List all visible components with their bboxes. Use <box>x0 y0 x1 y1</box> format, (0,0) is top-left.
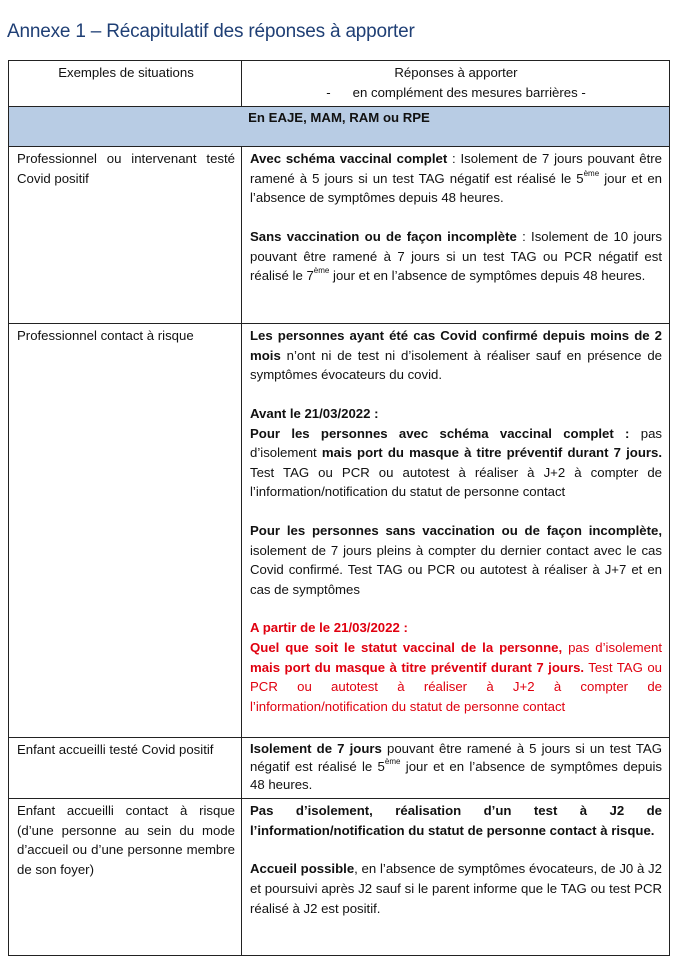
table-row <box>9 147 670 324</box>
response-paragraph: Accueil possible, en l’absence de symptômes évocateurs, de J0 à J2 et poursuivi après J2 sauf si le parent informe que le TAG ou test PCR réalisé à J2 est positif. <box>250 861 662 916</box>
header-responses-subtitle: - en complément des mesures barrières - <box>326 84 586 100</box>
header-responses <box>242 61 669 106</box>
situation-cell: Enfant accueilli testé Covid positif <box>17 742 214 758</box>
response-paragraph: Avec schéma vaccinal complet : Isolement de 7 jours pouvant être ramené à 5 jours si un test TAG négatif est réalisé le 5ème jour et en l’absence de symptômes depuis 48 heures. <box>250 151 662 206</box>
response-paragraph: Pour les personnes avec schéma vaccinal complet : pas d’isolement mais port du masque à titre préventif durant 7 jours. Test TAG ou PCR ou autotest à réaliser à J+2 à compter de l’information/notification du statut de personne contact <box>250 425 662 500</box>
page-title: Annexe 1 – Récapitulatif des réponses à apporter <box>7 21 415 42</box>
section-row <box>9 107 670 147</box>
response-cell <box>242 799 669 922</box>
header-situations: Exemples de situations <box>58 65 194 80</box>
response-paragraph: Isolement de 7 jours pouvant être ramené à 5 jours si un test TAG négatif est réalisé le 5ème jour et en l’absence de symptômes depuis 48 heures. <box>250 741 662 793</box>
header-responses-title: Réponses à apporter <box>394 65 518 80</box>
response-paragraph: Pour les personnes sans vaccination ou de façon incomplète, isolement de 7 jours pleins à compter du dernier contact avec le cas Covid confirmé. Test TAG ou PCR ou autotest à réaliser à J+7 et en cas de symptômes <box>250 522 662 597</box>
response-paragraph: Sans vaccination ou de façon incomplète : Isolement de 10 jours pouvant être ramené à 7 jours si un test TAG ou PCR négatif est réalisé le 7ème jour et en l’absence de symptômes depuis 48 heures. <box>250 228 663 284</box>
response-paragraph: Quel que soit le statut vaccinal de la personne, pas d’isolement mais port du masque à titre préventif durant 7 jours. Test TAG ou PCR ou autotest à réaliser à J+2 à compter de l’information/notification du statut de personne contact <box>250 639 663 714</box>
table-row <box>9 738 670 799</box>
response-heading: A partir de le 21/03/2022 : <box>250 620 408 636</box>
section-title: En EAJE, MAM, RAM ou RPE <box>248 110 430 126</box>
situation-cell: Professionnel contact à risque <box>17 328 194 344</box>
response-cell <box>242 738 669 798</box>
situation-cell: Professionnel ou intervenant testé Covid positif <box>17 151 235 186</box>
recap-table <box>8 60 670 956</box>
table-row <box>9 324 670 738</box>
response-paragraph: Les personnes ayant été cas Covid confirmé depuis moins de 2 mois n’ont ni de test ni d’isolement à réaliser sauf en présence de symptômes évocateurs du covid. <box>250 328 662 383</box>
response-paragraph: Pas d’isolement, réalisation d’un test à J2 de l’information/notification du statut de personne contact à risque. <box>250 803 662 838</box>
situation-cell: Enfant accueilli contact à risque (d’une personne au sein du mode d’accueil ou d’une personne membre de son foyer) <box>17 803 235 877</box>
response-cell <box>242 147 669 290</box>
response-heading: Avant le 21/03/2022 : <box>250 405 379 421</box>
response-cell <box>242 324 669 720</box>
header-row <box>9 61 670 107</box>
table-row <box>9 799 670 956</box>
